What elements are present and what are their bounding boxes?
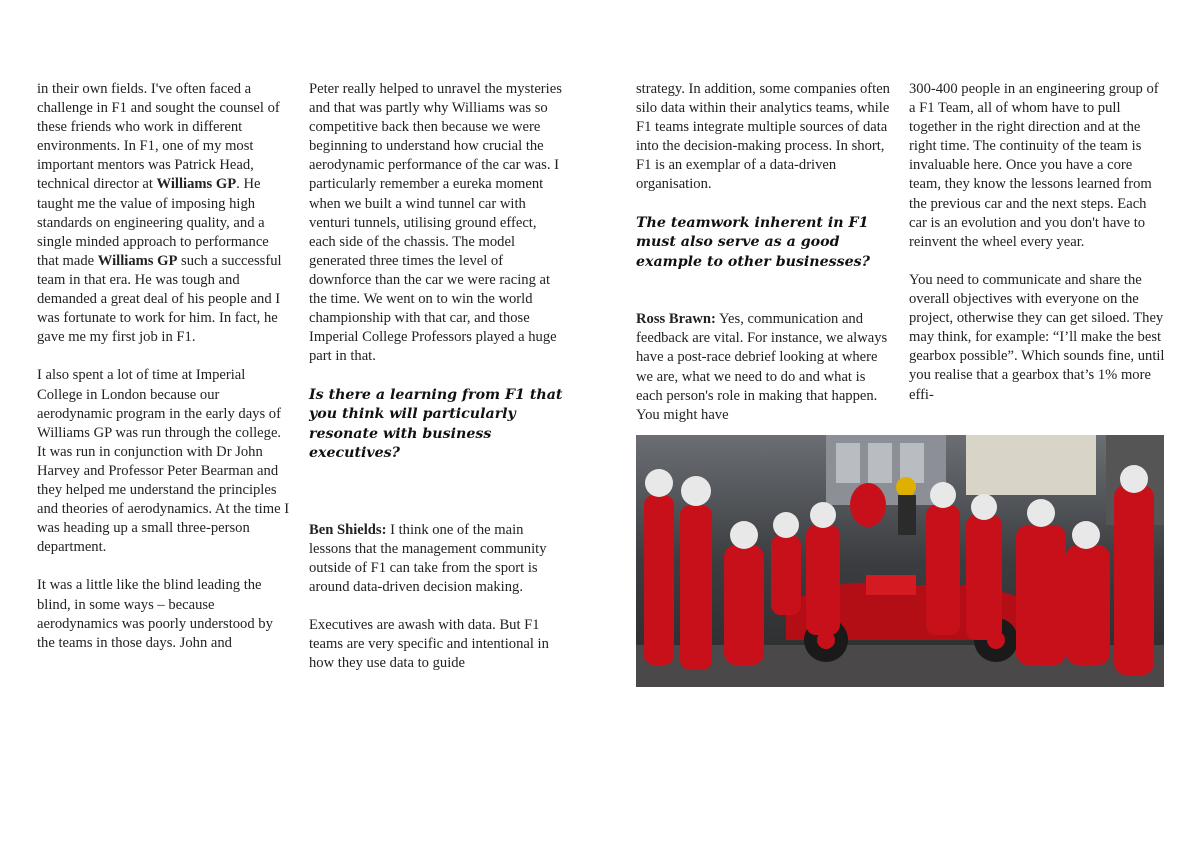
paragraph-text: . He taught me the value of imposing high standards on engineering quality, and a single minded approach to performance that made: [37, 176, 269, 269]
paragraph: I also spent a lot of time at Imperial College in London because our aerodynamic program in the early days of Williams GP was run through the college. It was run in conjunction with Dr John Harvey and Professor Peter Bearman and they helped me understand the principles and theories of aerodynamics. At the time I was heading up a small three-person department.: [37, 367, 290, 556]
paragraph: strategy. In addition, some companies often silo data within their analytics teams, while F1 teams integrate multiple sources of data into the decision-making process. In short, F1 is an exemplar of a data-driven organisation.: [636, 81, 890, 193]
paragraph: [636, 310, 892, 425]
interview-question: Is there a learning from F1 that you think will particularly resonate with business executives?: [309, 386, 563, 461]
paragraph-text: in their own fields. I've often faced a challenge in F1 and sought the counsel of these friends who work in different environments. In F1, one of my most important mentors was Patrick Head, technical director at: [37, 81, 280, 193]
speaker-name: Ross Brawn:: [636, 311, 716, 328]
paragraph: Peter really helped to unravel the mysteries and that was partly why Williams was so competitive back then because we were beginning to understand how crucial the aerodynamic performance of the car was. I particularly remember a eureka moment when we built a wind tunnel car with venturi tunnels, utilising ground effect, each side of the chassis. The model generated three times the level of downforce than the car we were racing at the time. We went on to win the world championship with that car, and those Imperial College Professors played a huge part in that.: [309, 81, 562, 365]
answer-text: I think one of the main lessons that the management community outside of F1 can take from the sport is around data-driven decision making.: [309, 521, 547, 595]
paragraph-text: such a successful team in that era. He was tough and demanded a great deal of his people and I was fortunate to work for him. In fact, he gave me my first job in F1.: [37, 252, 282, 346]
answer-text: Yes, communication and feedback are vital. For instance, we always have a post-race debrief looking at where we are, what we need to do and what is each person's role in making that happen. You might have: [636, 311, 888, 423]
paragraph: [309, 521, 565, 597]
bold-team-name: Williams GP: [97, 252, 178, 269]
paragraph: Executives are awash with data. But F1 teams are very specific and intentional in how they use data to guide: [309, 617, 549, 672]
interview-question: The teamwork inherent in F1 must also serve as a good example to other businesses?: [636, 214, 870, 270]
paragraph: You need to communicate and share the overall objectives with everyone on the project, otherwise they can get siloed. They may think, for example: “I’ll make the best gearbox possible”. Which sounds fine, until you realise that a gearbox that’s 1% more effi-: [909, 271, 1165, 403]
paragraph: [37, 80, 293, 347]
paragraph: It was a little like the blind leading the blind, in some ways – because aerodynamics was poorly understood by the teams in those days. John and: [37, 577, 273, 651]
pit-stop-photo: [636, 435, 1164, 687]
paragraph: 300-400 people in an engineering group of a F1 Team, all of whom have to pull together in the right direction and at the right time. The continuity of the team is invaluable here. Once you have a core team, they know the lessons learned from the previous car and the next steps. Each car is an evolution and you don't have to reinvent the wheel every year.: [909, 81, 1159, 250]
text-column-3: [636, 80, 892, 425]
text-column-4: [909, 80, 1165, 405]
pit-stop-illustration: [636, 435, 1164, 687]
speaker-name: Ben Shields:: [309, 521, 387, 538]
bold-team-name: Williams GP: [156, 176, 237, 193]
text-column-1: [37, 80, 293, 653]
text-column-2: [309, 80, 565, 673]
